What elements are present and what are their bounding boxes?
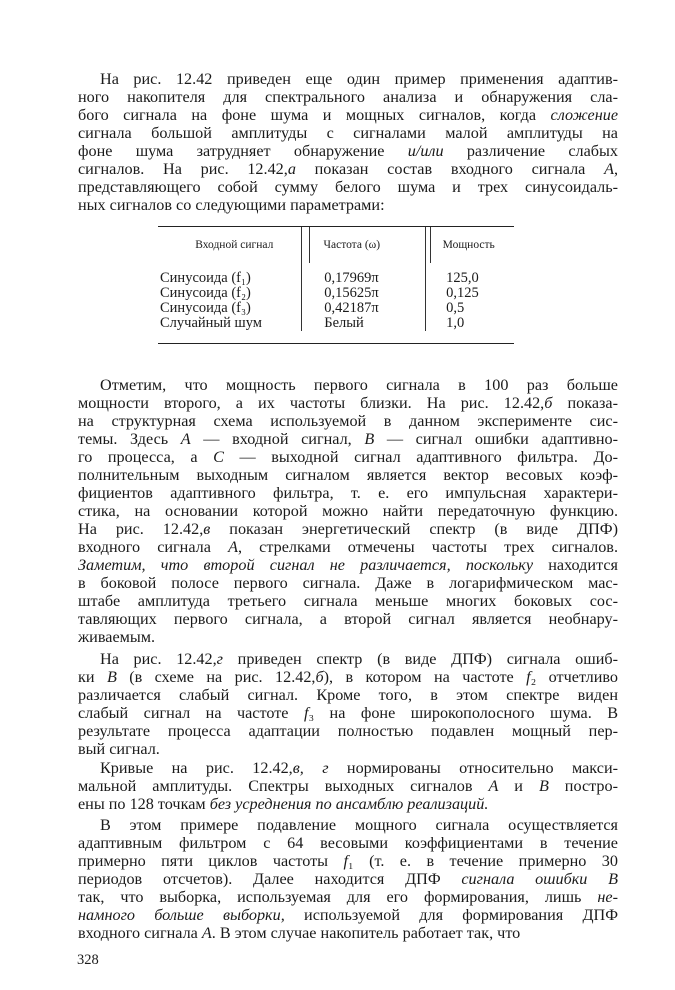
text: используемой для формирования ДПФ: [284, 906, 618, 924]
table-cell: 125,0: [446, 270, 479, 286]
italic-text: А: [201, 924, 212, 942]
table-cell: 0,42187π: [324, 300, 379, 316]
text: различается слабый сигнал. Кроме того, в этом спектре виден: [78, 686, 618, 704]
text: В этом примере подавление мощного сигнала осуществляется: [100, 816, 618, 834]
text-line: [78, 795, 618, 813]
italic-text: f: [526, 668, 531, 686]
text: На рис. 12.42 приведен еще один пример применения адаптив-: [100, 70, 618, 88]
text: — выходной сигнал адаптивного фильтра. До-: [223, 448, 618, 466]
text: представляющего собой сумму белого шума и трех синусоидаль-: [78, 178, 618, 196]
text: сигнала большой амплитуды с сигналами малой амплитуды на: [78, 124, 618, 142]
text: фициентов адаптивного фильтра, т. е. его импульсная характери-: [78, 484, 618, 502]
italic-text: А: [180, 430, 191, 448]
text-line: [78, 834, 618, 852]
text-line: [78, 759, 618, 777]
text: ки: [78, 668, 107, 686]
text-line: [78, 142, 618, 160]
column-power: [425, 227, 514, 331]
table-cell: Синусоида (f₃): [160, 300, 251, 316]
text: ных сигналов со следующими параметрами:: [78, 196, 385, 214]
text-line: [78, 196, 618, 214]
text: живаемым.: [78, 628, 156, 646]
table-cell: 0,15625π: [324, 285, 379, 301]
paragraph: [78, 650, 618, 758]
text-line: [78, 628, 618, 646]
text-line: [78, 448, 618, 466]
header-power: Мощность: [430, 227, 514, 263]
text-line: [78, 777, 618, 795]
text-line: [78, 106, 618, 124]
column-input-signal: [158, 227, 301, 331]
text-line: [78, 178, 618, 196]
text-line: [78, 466, 618, 484]
italic-text: f: [303, 704, 309, 722]
text: на структурная схема используемой в данном эксперименте сис-: [78, 412, 618, 430]
paragraph: [78, 376, 618, 646]
text: показан состав входного сигнала: [295, 160, 605, 178]
table-cell: Случайный шум: [160, 315, 262, 331]
italic-text: В: [364, 430, 375, 448]
text-line: [78, 376, 618, 394]
table-body: [158, 227, 514, 343]
italic-text: Заметим, что второй сигнал не различается, поскольку: [78, 556, 534, 574]
text: результате процесса адаптации полностью подавлен мощный пер-: [78, 722, 618, 740]
paragraph: [78, 70, 618, 214]
text: Отметим, что мощность первого сигнала в 100 раз больше: [100, 376, 618, 394]
text: штабе амплитуда третьего сигнала меньше многих боковых сос-: [78, 592, 618, 610]
text: фоне шума затрудняет обнаружение: [78, 142, 408, 160]
text-line: [78, 538, 618, 556]
italic-text: В: [106, 668, 117, 686]
text: мальной амплитуды. Спектры выходных сигналов: [78, 777, 489, 795]
text-line: [78, 520, 618, 538]
page-number: 328: [77, 952, 99, 968]
text: находится: [533, 556, 618, 574]
text-line: [78, 574, 618, 592]
italic-text: без усреднения по ансамблю реализаций.: [209, 795, 489, 813]
paragraph: [78, 816, 618, 942]
italic-text: г: [216, 650, 223, 668]
text-line: [78, 740, 618, 758]
italic-text: А: [488, 777, 499, 795]
text: адаптивным фильтром с 64 весовыми коэффициентами в течение: [78, 834, 618, 852]
text: ), в котором на частоте: [323, 668, 527, 686]
text-line: [78, 484, 618, 502]
text-line: [78, 610, 618, 628]
italic-text: В: [538, 777, 549, 795]
text-line: [78, 924, 618, 942]
text: ₃ на фоне широкополосного шума. В: [308, 704, 618, 722]
text-line: [78, 906, 618, 924]
table-cell: Синусоида (f₁): [160, 270, 251, 286]
italic-text: б: [544, 394, 553, 412]
table-cell: 1,0: [446, 315, 465, 331]
text: входного сигнала: [78, 538, 229, 556]
italic-text: А: [228, 538, 238, 556]
header-frequency: Частота (ω): [309, 227, 430, 263]
text: бого сигнала на фоне шума и мощных сигналов, когда: [78, 106, 551, 124]
table-bottom-rule: [158, 343, 514, 344]
text-line: [78, 816, 618, 834]
text-line: [78, 704, 618, 722]
text-line: [78, 124, 618, 142]
text: ного накопителя для спектрального анализа и обнаружения сла-: [78, 88, 618, 106]
text-line: [78, 686, 618, 704]
text: — сигнал ошибки адаптивно-: [374, 430, 618, 448]
header-input-signal: Входной сигнал: [195, 239, 274, 251]
italic-text: а: [287, 160, 296, 178]
text-line: [78, 852, 618, 870]
text: сигналов. На рис. 12.42,: [78, 160, 288, 178]
text: полнительным выходным сигналом является вектор весовых коэф-: [78, 466, 618, 484]
italic-text: в, г: [292, 759, 329, 777]
text-line: [78, 592, 618, 610]
signal-parameters-table: [158, 226, 514, 344]
text: нормированы относительно макси-: [328, 759, 618, 777]
text: так, что выборка, используемая для его формирования, лишь: [78, 888, 598, 906]
text: ₂ отчетливо: [530, 668, 618, 686]
italic-text: сложение: [550, 106, 618, 124]
italic-text: сигнала ошибки В: [461, 870, 619, 888]
text: — входной сигнал,: [190, 430, 365, 448]
text-line: [78, 870, 618, 888]
text: и: [498, 777, 539, 795]
italic-text: f: [343, 852, 348, 870]
text: вый сигнал.: [78, 740, 160, 758]
text-line: [78, 502, 618, 520]
italic-text: и/или: [407, 142, 444, 160]
text: Кривые на рис. 12.42,: [100, 759, 293, 777]
table-cell: Белый: [324, 315, 364, 331]
text: входного сигнала: [78, 924, 202, 942]
text: постро-: [548, 777, 618, 795]
table-cell: 0,17969π: [324, 270, 379, 286]
text: ,: [613, 160, 618, 178]
italic-text: не-: [597, 888, 618, 906]
text: в боковой полосе первого сигнала. Даже в логарифмическом мас-: [78, 574, 618, 592]
text: го процесса, а: [78, 448, 214, 466]
text: примерно пяти циклов частоты: [78, 852, 344, 870]
table-cell: 0,5: [446, 300, 465, 316]
text-line: [78, 70, 618, 88]
text: различение слабых: [443, 142, 619, 160]
text: , стрелками отмечены частоты трех сигналов.: [237, 538, 619, 556]
text: мощности второго, а их частоты близки. На рис. 12.42,: [78, 394, 545, 412]
table-cell: 0,125: [446, 285, 479, 301]
text-line: [78, 412, 618, 430]
text: На рис. 12.42,: [100, 650, 217, 668]
italic-text: в: [203, 520, 211, 538]
text-line: [78, 722, 618, 740]
paragraph: [78, 759, 618, 813]
italic-text: А: [604, 160, 614, 178]
text-line: [78, 668, 618, 686]
text-line: [78, 394, 618, 412]
text: . В этом случае накопитель работает так, что: [211, 924, 521, 942]
text: темы. Здесь: [78, 430, 181, 448]
italic-text: б: [315, 668, 324, 686]
text-line: [78, 888, 618, 906]
text: На рис. 12.42,: [78, 520, 204, 538]
text: стика, на основании которой можно найти передаточную функцию.: [78, 502, 618, 520]
text: периодов отсчетов). Далее находится ДПФ: [78, 870, 462, 888]
text: показан энергетический спектр (в виде ДПФ): [210, 520, 618, 538]
italic-text: С: [213, 448, 224, 466]
text-line: [78, 160, 618, 178]
text: ₁ (т. е. в течение примерно 30: [348, 852, 618, 870]
text: (в схеме на рис. 12.42,: [116, 668, 316, 686]
text-line: [78, 88, 618, 106]
italic-text: намного больше выборки,: [78, 906, 285, 924]
text-line: [78, 430, 618, 448]
text: ены по 128 точкам: [78, 795, 210, 813]
text-line: [78, 650, 618, 668]
table-cell: Синусоида (f₂): [160, 285, 251, 301]
text: показа-: [552, 394, 618, 412]
text: слабый сигнал на частоте: [78, 704, 304, 722]
text: приведен спектр (в виде ДПФ) сигнала ошиб-: [223, 650, 618, 668]
column-frequency: [301, 227, 425, 331]
text: тавляющих первого сигнала, а второй сигнал является необнару-: [78, 610, 618, 628]
text-line: [78, 556, 618, 574]
